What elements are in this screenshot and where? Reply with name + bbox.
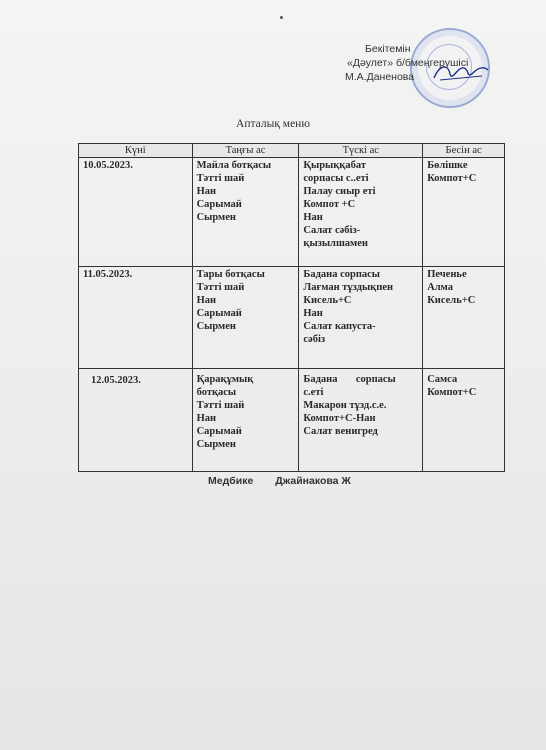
table-header-row	[79, 144, 505, 158]
approval-block	[345, 42, 525, 84]
table-row	[79, 369, 505, 472]
menu-item: Нан	[196, 413, 217, 424]
menu-item: с.еті	[303, 387, 324, 398]
table-row	[79, 158, 505, 267]
menu-item: Бөлішке	[427, 160, 468, 171]
snack-cell	[423, 369, 505, 472]
snack-cell	[423, 267, 505, 369]
menu-item: ботқасы	[196, 387, 237, 398]
menu-item: Сарымай	[196, 426, 242, 437]
weekly-menu-table	[78, 143, 505, 472]
breakfast-cell	[192, 267, 299, 369]
menu-item: Қарақұмық	[196, 374, 254, 385]
approval-title: Бекітемін	[365, 43, 411, 55]
menu-item: Бадана сорпасы	[303, 374, 396, 385]
menu-item: Компот+С-Нан	[303, 413, 376, 424]
menu-item: Тәтті шай	[196, 173, 245, 184]
snack-cell	[423, 158, 505, 267]
menu-item: Лағман тұздықпен	[303, 282, 393, 293]
menu-item: Сырмен	[196, 212, 236, 223]
menu-item: Кисель+С	[303, 295, 352, 306]
page-title: Апталық меню	[236, 118, 310, 130]
menu-item: Нан	[303, 308, 323, 319]
menu-item: Тәтті шай	[196, 282, 245, 293]
breakfast-cell	[192, 158, 299, 267]
menu-item: Нан	[196, 295, 217, 306]
menu-item: Қырыққабат	[303, 160, 366, 171]
menu-item: Палау сиыр еті	[303, 186, 376, 197]
menu-item: Печенье	[427, 269, 467, 280]
nurse-name: Джайнакова Ж	[275, 475, 351, 487]
menu-item: сәбіз	[303, 334, 326, 345]
menu-item: Сырмен	[196, 321, 236, 332]
lunch-cell	[299, 369, 423, 472]
menu-item: Салат капуста-	[303, 321, 376, 332]
menu-item: Компот+С	[427, 387, 477, 398]
menu-item: Сырмен	[196, 439, 236, 450]
menu-item: Алма	[427, 282, 453, 293]
menu-item: Бадана сорпасы	[303, 269, 380, 280]
menu-item: Макарон тұзд.с.е.	[303, 400, 387, 411]
header-lunch: Түскі ас	[299, 144, 423, 158]
menu-item: Тәтті шай	[196, 400, 245, 411]
menu-item: Майла ботқасы	[196, 160, 272, 171]
lunch-cell	[299, 267, 423, 369]
header-day: Күні	[79, 144, 193, 158]
header-snack: Бесін ас	[423, 144, 505, 158]
date-cell	[79, 369, 193, 472]
signature-line	[208, 475, 351, 487]
approval-organization: «Дәулет» б/бмеңгерушісі	[347, 57, 469, 69]
table-row	[79, 267, 505, 369]
menu-item: қызылшамен	[303, 238, 368, 249]
menu-item: Сарымай	[196, 199, 242, 210]
date-cell	[79, 158, 193, 267]
menu-item: Салат венигред	[303, 426, 378, 437]
menu-item: Нан	[196, 186, 217, 197]
nurse-role: Медбике	[208, 475, 254, 487]
menu-item: Компот+С	[427, 173, 477, 184]
menu-item: Тары ботқасы	[196, 269, 265, 280]
date-text: 12.05.2023.	[91, 375, 141, 386]
date-text: 11.05.2023.	[83, 269, 133, 280]
header-breakfast: Таңғы ас	[192, 144, 299, 158]
menu-item: сорпасы с..еті	[303, 173, 369, 184]
approval-director: М.А.Даненова	[345, 71, 415, 83]
ink-dot	[280, 16, 283, 19]
menu-item: Нан	[303, 212, 323, 223]
menu-item: Сарымай	[196, 308, 242, 319]
date-cell	[79, 267, 193, 369]
date-text: 10.05.2023.	[83, 160, 133, 171]
menu-item: Кисель+С	[427, 295, 476, 306]
menu-item: Салат сәбіз-	[303, 225, 361, 236]
menu-item: Компот +С	[303, 199, 356, 210]
lunch-cell	[299, 158, 423, 267]
breakfast-cell	[192, 369, 299, 472]
menu-item: Самса	[427, 374, 458, 385]
